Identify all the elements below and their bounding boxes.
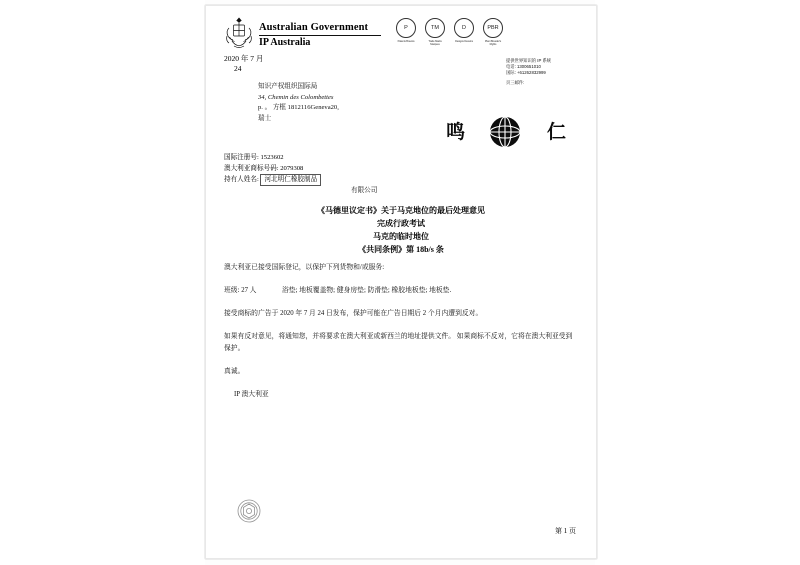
seal-character-right: 仁 bbox=[546, 122, 566, 143]
reference-label-australian: 澳大利亚商标号码: bbox=[224, 165, 279, 172]
classification-value: 27 人 bbox=[241, 287, 257, 294]
title-line-4: 《共同条例》第 18b/s 条 bbox=[358, 245, 444, 254]
plant-breeders-badge-icon: PBR Plant Breeder's Rights bbox=[482, 18, 504, 47]
goods-group bbox=[282, 285, 576, 297]
classification-label-group bbox=[224, 285, 276, 297]
letter-body bbox=[224, 262, 576, 412]
designs-badge-icon: D Designs Dessins bbox=[453, 18, 475, 47]
certification-emblem-icon bbox=[234, 496, 264, 526]
patents-badge-icon: P Patents Brevets bbox=[395, 18, 417, 47]
government-name: Australian Government bbox=[259, 22, 381, 36]
contact-line-3: 国际: +61262832999 bbox=[506, 70, 546, 75]
reference-value-australian: 2079308 bbox=[280, 165, 304, 172]
letter-sheet bbox=[205, 5, 597, 559]
holder-name-suffix: 有限公司 bbox=[351, 187, 378, 194]
page-margin-right bbox=[595, 0, 800, 565]
company-seal-globe-icon bbox=[484, 111, 526, 153]
goods-value: 地板覆盖物; 健身房垫; 防滑垫; 橡胶地板垫; 地板垫. bbox=[299, 287, 452, 294]
page-number: 第 1 页 bbox=[555, 527, 576, 535]
agency-name: IP Australia bbox=[259, 37, 311, 48]
company-seal bbox=[446, 111, 566, 153]
letter-date-line1: 2020 年 7 月 bbox=[224, 54, 264, 63]
classification-label: 班级: bbox=[224, 287, 240, 294]
contact-details bbox=[506, 58, 586, 86]
reference-block bbox=[224, 152, 321, 186]
address-line-4: 瑞士 bbox=[258, 114, 272, 122]
reference-label-holder: 持有人姓名: bbox=[224, 176, 259, 183]
address-line-2: 34, Chemin des Colombettes bbox=[258, 93, 334, 101]
trademarks-badge-icon: TM Trade Marks Marques bbox=[424, 18, 446, 47]
seal-character-left: 鸣 bbox=[446, 122, 466, 143]
reference-value-holder: 河北明仁橡胶制品 bbox=[260, 174, 321, 186]
title-line-3: 马克的临时地位 bbox=[373, 232, 429, 241]
reference-row-australian bbox=[224, 163, 321, 174]
address-line-3: p. 。 方框 1812116Geneva20, bbox=[258, 104, 339, 111]
letterhead bbox=[224, 16, 381, 50]
contact-line-5: 页三邮件: bbox=[506, 80, 525, 85]
paragraph-opposition: 如果有反对意见，将通知您，并将要求在澳大利亚或新西兰的地址提供文件。 如果商标不反对，它将在澳大利亚受到保护。 bbox=[224, 333, 573, 352]
ip-rights-badges bbox=[395, 18, 504, 47]
paragraph-acceptance: 澳大利亚已接受国际登记，以保护下列货物和/或服务: bbox=[224, 264, 385, 271]
signer-line: IP 澳大利亚 bbox=[234, 391, 269, 398]
title-line-1: 《马德里议定书》关于马克地位的最后处理意见 bbox=[317, 206, 485, 215]
title-line-2: 完成行政考试 bbox=[377, 219, 425, 228]
contact-line-1: 提供世界知识的 IP 系统 bbox=[506, 58, 552, 63]
page-margin-left bbox=[0, 0, 205, 565]
australian-coat-of-arms-icon bbox=[224, 16, 254, 50]
paragraph-advertisement: 接受商标的广告于 2020 年 7 月 24 日发布，保护可能在广告日期后 2 个月内遭到反对。 bbox=[224, 310, 483, 317]
address-line-1: 知识产权组织国际局 bbox=[258, 83, 318, 90]
reference-row-holder bbox=[224, 174, 321, 186]
document-title bbox=[206, 204, 596, 256]
classification-row bbox=[224, 285, 576, 297]
reference-row-international bbox=[224, 152, 321, 163]
goods-label: 浴垫; bbox=[282, 287, 298, 294]
letter-date-line2: 24 bbox=[234, 64, 242, 73]
contact-line-2: 电话: 1300651010 bbox=[506, 64, 541, 69]
reference-value-international: 1523602 bbox=[260, 154, 284, 161]
recipient-address bbox=[258, 82, 339, 124]
reference-label-international: 国际注册号: bbox=[224, 154, 259, 161]
closing-line: 真诚。 bbox=[224, 368, 245, 375]
